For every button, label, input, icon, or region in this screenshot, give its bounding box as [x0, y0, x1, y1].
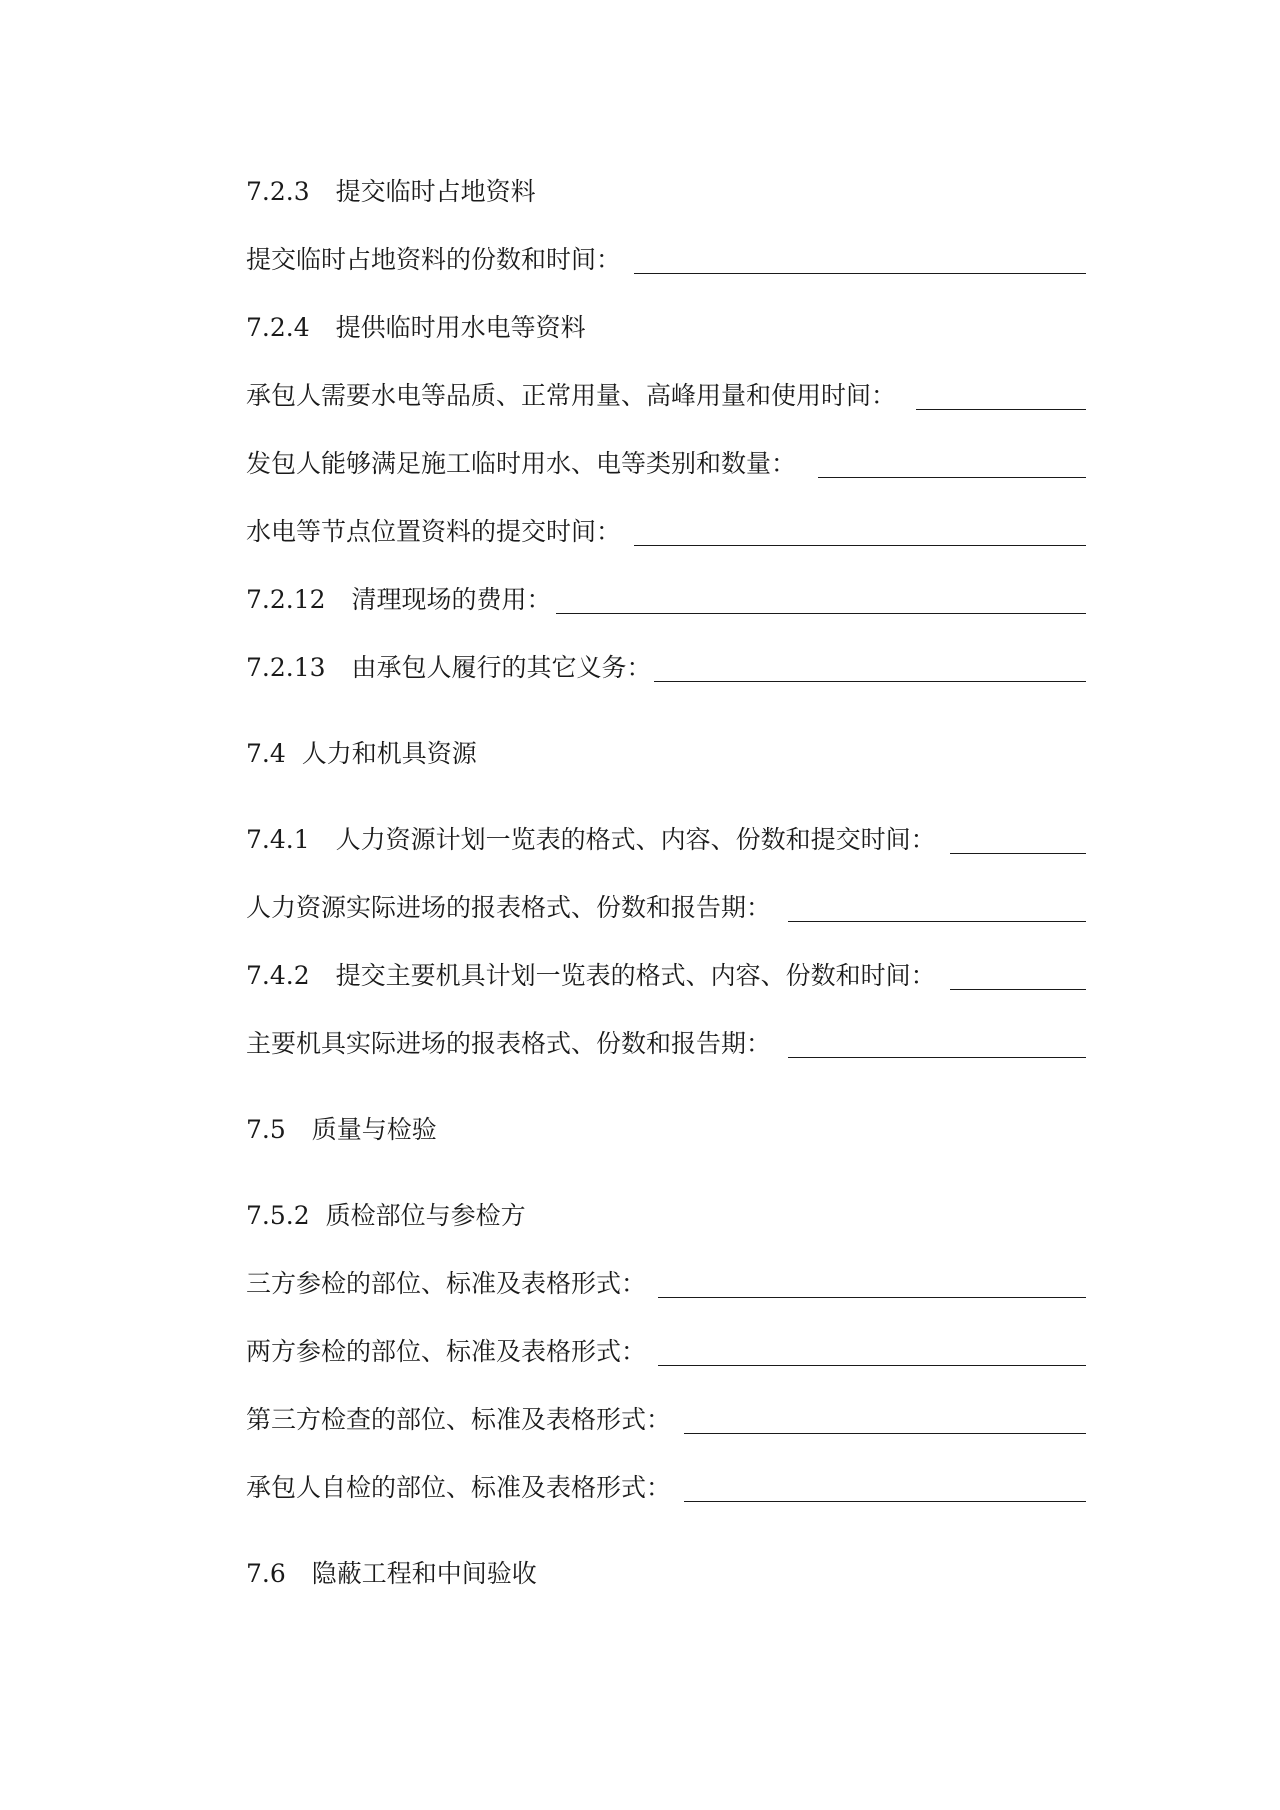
section-number: 7.5.2: [246, 1201, 310, 1230]
section-title: 人力和机具资源: [301, 739, 477, 768]
form-field-7-2-12: [246, 576, 1086, 616]
fill-in-blank[interactable]: [658, 1337, 1086, 1366]
fill-in-blank[interactable]: [916, 381, 1086, 410]
field-label: 发包人能够满足施工临时用水、电等类别和数量：: [246, 449, 797, 478]
form-field-7-4-2: [246, 952, 1086, 992]
field-label: 提交临时占地资料的份数和时间：: [246, 245, 622, 274]
field-label: 人力资源计划一览表的格式、内容、份数和提交时间：: [335, 825, 936, 854]
fill-in-blank[interactable]: [950, 961, 1086, 990]
fill-in-blank[interactable]: [634, 517, 1086, 546]
form-field-7-4-1: [246, 816, 1086, 856]
form-field-7-2-13: [246, 644, 1086, 684]
fill-in-blank[interactable]: [818, 449, 1086, 478]
form-field-employer-supply: [246, 440, 1086, 480]
section-heading-7-5-2: [246, 1192, 1086, 1232]
form-field-machinery-report: [246, 1020, 1086, 1060]
item-number: 7.4.1: [246, 825, 310, 854]
field-label: 提交主要机具计划一览表的格式、内容、份数和时间：: [335, 961, 936, 990]
form-field-two-party: [246, 1328, 1086, 1368]
item-number: 7.2.12: [246, 585, 326, 614]
section-title: 提供临时用水电等资料: [335, 313, 586, 342]
form-field-node-location: [246, 508, 1086, 548]
section-title: 隐蔽工程和中间验收: [311, 1559, 537, 1588]
fill-in-blank[interactable]: [556, 585, 1086, 614]
section-title: 质检部位与参检方: [325, 1201, 526, 1230]
fill-in-blank[interactable]: [950, 825, 1086, 854]
fill-in-blank[interactable]: [634, 245, 1086, 274]
field-label: 承包人需要水电等品质、正常用量、高峰用量和使用时间：: [246, 381, 897, 410]
section-title: 质量与检验: [311, 1115, 437, 1144]
section-number: 7.5: [246, 1115, 286, 1144]
field-label: 由承包人履行的其它义务：: [351, 653, 652, 682]
section-heading-7-6: [246, 1550, 1086, 1590]
form-field-labor-report: [246, 884, 1086, 924]
fill-in-blank[interactable]: [788, 893, 1086, 922]
section-heading-7-5: [246, 1106, 1086, 1146]
section-heading-7-2-4: [246, 304, 1086, 344]
field-label: 清理现场的费用：: [351, 585, 552, 614]
item-number: 7.4.2: [246, 961, 310, 990]
section-number: 7.4: [246, 739, 286, 768]
field-label: 水电等节点位置资料的提交时间：: [246, 517, 622, 546]
form-field-temp-land-docs: [246, 236, 1086, 276]
fill-in-blank[interactable]: [658, 1269, 1086, 1298]
section-title: 提交临时占地资料: [335, 177, 536, 206]
field-label: 承包人自检的部位、标准及表格形式：: [246, 1473, 672, 1502]
form-field-self-inspection: [246, 1464, 1086, 1504]
form-field-water-power-quality: [246, 372, 1086, 412]
fill-in-blank[interactable]: [788, 1029, 1086, 1058]
field-label: 第三方检查的部位、标准及表格形式：: [246, 1405, 672, 1434]
fill-in-blank[interactable]: [684, 1473, 1086, 1502]
fill-in-blank[interactable]: [684, 1405, 1086, 1434]
section-number: 7.2.4: [246, 313, 310, 342]
item-number: 7.2.13: [246, 653, 326, 682]
field-label: 两方参检的部位、标准及表格形式：: [246, 1337, 647, 1366]
section-heading-7-2-3: [246, 168, 1086, 208]
fill-in-blank[interactable]: [654, 653, 1086, 682]
form-field-three-party: [246, 1260, 1086, 1300]
form-field-third-party: [246, 1396, 1086, 1436]
field-label: 主要机具实际进场的报表格式、份数和报告期：: [246, 1029, 772, 1058]
section-number: 7.6: [246, 1559, 286, 1588]
section-heading-7-4: [246, 730, 1086, 770]
section-number: 7.2.3: [246, 177, 310, 206]
field-label: 人力资源实际进场的报表格式、份数和报告期：: [246, 893, 772, 922]
field-label: 三方参检的部位、标准及表格形式：: [246, 1269, 647, 1298]
